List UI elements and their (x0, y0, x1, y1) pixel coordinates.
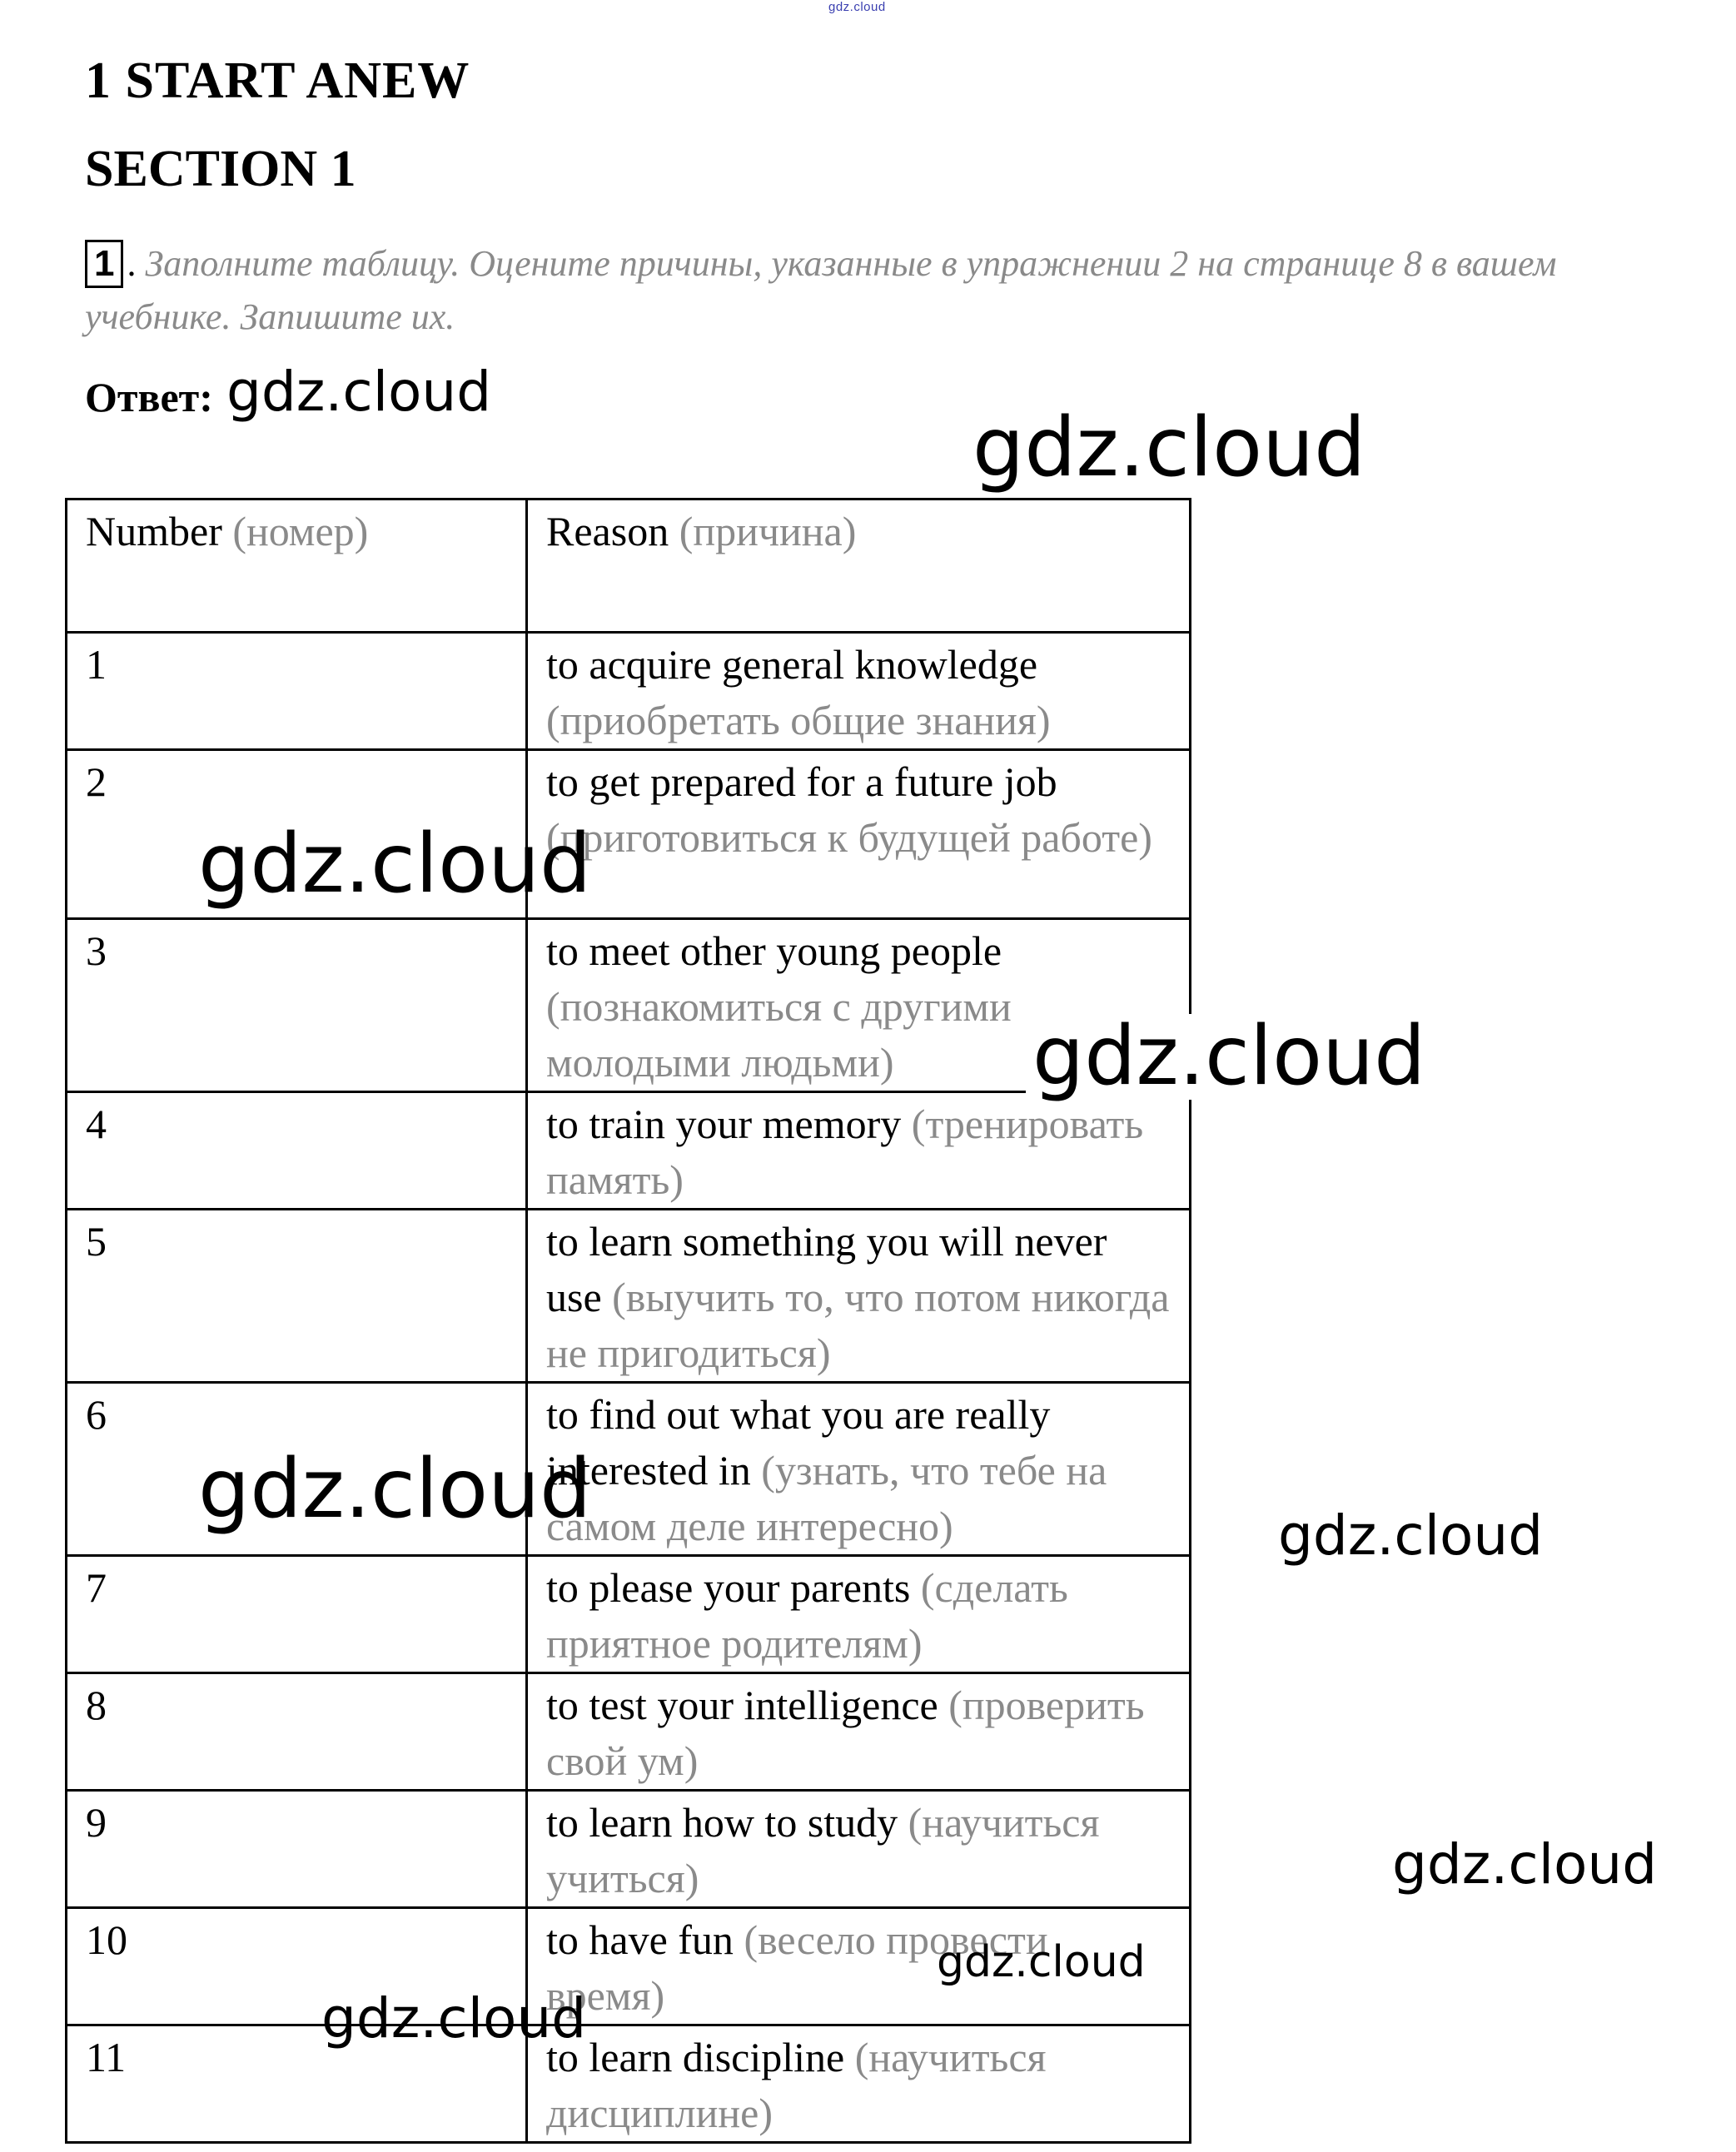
row-number: 10 (67, 1908, 527, 2025)
row-number: 8 (67, 1673, 527, 1791)
table-row (67, 2025, 1191, 2143)
row-number: 6 (67, 1383, 527, 1556)
reasons-table (65, 498, 1191, 2144)
reason-en: to please your parents (546, 1564, 911, 1611)
answer-watermark: gdz.cloud (226, 360, 492, 424)
reason-en: to get prepared for a future job (546, 758, 1057, 805)
row-reason (527, 1383, 1191, 1556)
row-reason (527, 1673, 1191, 1791)
reason-ru: (приобретать общие знания) (546, 697, 1051, 743)
header-number-ru: (номер) (232, 508, 369, 554)
watermark-text: gdz.cloud (321, 1986, 587, 2050)
row-reason (527, 750, 1191, 919)
row-number: 7 (67, 1556, 527, 1673)
watermark-text: gdz.cloud (198, 1442, 592, 1537)
table-row (67, 1556, 1191, 1673)
reason-ru: (тренировать память) (546, 1101, 1144, 1203)
table-row (67, 1092, 1191, 1210)
row-reason (527, 1210, 1191, 1383)
table-row (67, 1791, 1191, 1908)
header-reason-cell (527, 499, 1191, 633)
task-text: Заполните таблицу. Оцените причины, указанные в упражнении 2 на странице 8 в вашем учебнике. Запишите их. (85, 243, 1557, 337)
reason-ru: (сделать приятное родителям) (546, 1564, 1068, 1667)
row-number: 5 (67, 1210, 527, 1383)
table-row (67, 1210, 1191, 1383)
header-reason-en: Reason (546, 508, 669, 554)
reason-en: to find out what you are really interested in (546, 1391, 1051, 1493)
reason-en: to meet other young people (546, 927, 1002, 974)
reason-en: to test your intelligence (546, 1682, 938, 1728)
row-reason (527, 1791, 1191, 1908)
reason-en: to train your memory (546, 1101, 902, 1147)
table-header-row (67, 499, 1191, 633)
reason-ru: (выучить то, что потом никогда не пригодиться) (546, 1274, 1170, 1376)
section-heading: SECTION 1 (85, 141, 356, 197)
table-row (67, 633, 1191, 750)
watermark-text: gdz.cloud (937, 1937, 1146, 1987)
task-number-dot: . (127, 243, 137, 284)
header-number-cell (67, 499, 527, 633)
row-number: 4 (67, 1092, 527, 1210)
watermark-text: gdz.cloud (972, 400, 1366, 495)
row-number: 1 (67, 633, 527, 750)
answer-label: Ответ: (85, 374, 213, 420)
row-reason (527, 1092, 1191, 1210)
row-reason (527, 633, 1191, 750)
row-number: 11 (67, 2025, 527, 2143)
table-row (67, 1673, 1191, 1791)
reason-ru: (познакомиться с другими молодыми людьми) (546, 983, 1012, 1086)
table-row (67, 919, 1191, 1092)
watermark-text: gdz.cloud (1026, 1014, 1432, 1100)
reason-ru: (приготовиться к будущей работе) (546, 814, 1152, 861)
reason-ru: (научиться учиться) (546, 1799, 1100, 1901)
row-number: 3 (67, 919, 527, 1092)
reason-ru: (научиться дисциплине) (546, 2034, 1047, 2136)
reason-en: to learn something you will never use (546, 1218, 1107, 1320)
row-reason (527, 1556, 1191, 1673)
header-reason-ru: (причина) (679, 508, 857, 554)
reason-ru: (весело провести время) (546, 1916, 1048, 2019)
task-number-box: 1 (85, 240, 123, 288)
reason-en: to acquire general knowledge (546, 641, 1038, 688)
row-number: 2 (67, 750, 527, 919)
top-watermark: gdz.cloud (828, 0, 886, 14)
row-number: 9 (67, 1791, 527, 1908)
task-instruction (85, 237, 1684, 344)
reason-ru: (узнать, что тебе на самом деле интересно) (546, 1447, 1107, 1549)
watermark-text: gdz.cloud (1278, 1503, 1544, 1568)
reason-en: to learn discipline (546, 2034, 845, 2080)
unit-heading: 1 START ANEW (85, 52, 470, 109)
watermark-text: gdz.cloud (1392, 1832, 1658, 1896)
reason-en: to have fun (546, 1916, 734, 1963)
row-reason (527, 2025, 1191, 2143)
header-number-en: Number (86, 508, 222, 554)
watermark-text: gdz.cloud (198, 817, 592, 912)
reason-en: to learn how to study (546, 1799, 898, 1846)
reason-ru: (проверить свой ум) (546, 1682, 1145, 1784)
